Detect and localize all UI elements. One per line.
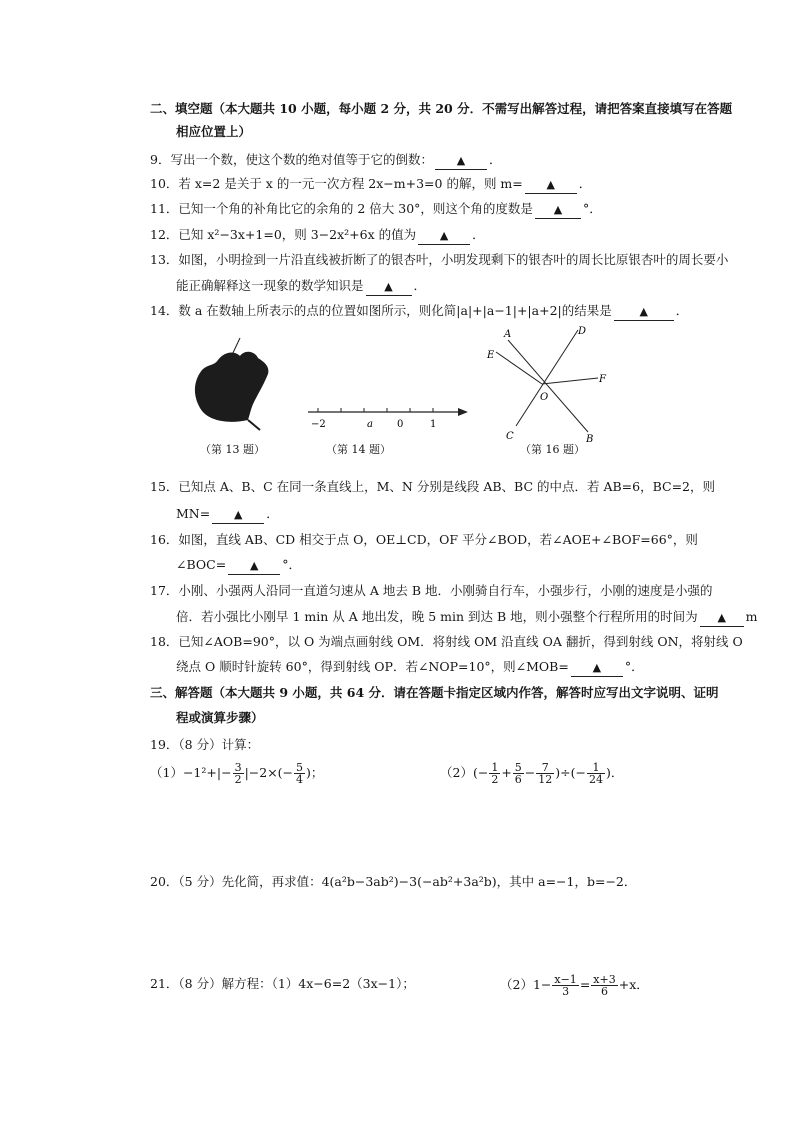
denominator: 24 — [588, 773, 603, 786]
answer-blank — [535, 201, 581, 219]
q18-end: °． — [624, 659, 644, 674]
question-15-cont — [176, 506, 279, 524]
q17-cont-text: 倍．若小强比小刚早 1 min 从 A 地出发，晚 5 min 到达 B 地，则小强整个行程所用的时间为 — [176, 609, 698, 624]
fraction — [536, 762, 554, 785]
figure-13-ginkgo-leaf — [188, 336, 280, 436]
answer-blank — [571, 659, 623, 677]
numerator: 3 — [234, 761, 242, 774]
q19-p2-text: − — [524, 765, 536, 780]
blank-triangle-icon: ▲ — [553, 203, 563, 216]
answer-blank — [700, 609, 744, 627]
answer-blank — [418, 227, 470, 245]
q15-cont-text: MN= — [176, 506, 211, 521]
q17-end: m — [745, 609, 758, 624]
point-label-e: E — [487, 350, 495, 361]
question-17-cont — [176, 609, 758, 627]
question-20: 20．（5 分）先化简，再求值：4(a²b−3ab²)−3(−ab²+3a²b)，其中 a=−1，b=−2． — [150, 874, 637, 889]
q21-p2-text: = — [579, 977, 591, 992]
question-16-cont — [176, 557, 301, 575]
answer-blank — [212, 506, 264, 524]
fraction — [591, 974, 617, 997]
fraction — [587, 762, 605, 785]
q11-text: 11．已知一个角的补角比它的余角的 2 倍大 30°，则这个角的度数是 — [150, 201, 533, 216]
blank-triangle-icon: ▲ — [384, 280, 393, 293]
figure-16-intersecting-lines — [482, 322, 612, 444]
figure-16-caption: （第 16 题） — [520, 443, 585, 456]
denominator: 12 — [538, 773, 553, 786]
question-21: 21．（8 分）解方程：（1）4x−6=2（3x−1）； — [150, 976, 415, 991]
question-14 — [150, 303, 688, 321]
numerator: 1 — [587, 762, 605, 774]
question-19: 19．（8 分）计算： — [150, 737, 260, 752]
q10-text: 10．若 x=2 是关于 x 的一元一次方程 2x−m+3=0 的解，则 m= — [150, 176, 523, 191]
question-12 — [150, 227, 485, 245]
point-label-f: F — [599, 374, 606, 385]
q19-p2-text: )÷(− — [555, 765, 586, 780]
q16-cont-text: ∠BOC= — [176, 557, 227, 572]
numerator: 5 — [296, 761, 304, 774]
numerator: 5 — [514, 761, 522, 774]
question-18: 18．已知∠AOB=90°，以 O 为端点画射线 OM．将射线 OM 沿直线 OA 翻折，得到射线 ON，将射线 O — [150, 634, 743, 649]
question-18-cont — [176, 659, 644, 677]
q10-end: ． — [578, 176, 592, 191]
answer-blank — [366, 278, 412, 296]
q14-end: ． — [675, 303, 689, 318]
blank-triangle-icon: ▲ — [456, 154, 466, 167]
blank-triangle-icon: ▲ — [592, 661, 602, 674]
question-11 — [150, 201, 602, 219]
q19-p2-text: )． — [605, 765, 624, 780]
answer-blank — [614, 303, 674, 321]
q21-part-2 — [500, 970, 649, 1000]
figure-14-number-line — [302, 400, 472, 434]
denominator: 3 — [562, 985, 570, 998]
blank-triangle-icon: ▲ — [639, 305, 648, 318]
point-label-c: C — [506, 431, 514, 442]
point-label-o: O — [540, 392, 549, 403]
denominator: 2 — [491, 773, 499, 786]
q12-text: 12．已知 x²−3x+1=0，则 3−2x²+6x 的值为 — [150, 227, 417, 242]
numberline-label: 1 — [430, 419, 437, 430]
q19-p2-text: （2）(− — [440, 765, 489, 780]
q19-p1-text: （1）−1²+|− — [150, 765, 232, 780]
blank-triangle-icon: ▲ — [717, 611, 726, 624]
q19-part-2 — [440, 760, 623, 786]
numberline-label: a — [367, 419, 373, 430]
figure-13-caption: （第 13 题） — [200, 443, 265, 456]
answer-blank — [435, 152, 487, 170]
question-15: 15．已知点 A、B、C 在同一条直线上，M、N 分别是线段 AB、BC 的中点．若 AB=6，BC=2，则 — [150, 479, 716, 494]
answer-blank — [525, 176, 577, 194]
fraction — [513, 762, 524, 785]
blank-triangle-icon: ▲ — [233, 508, 243, 521]
q19-part-1 — [150, 760, 323, 786]
fraction — [233, 762, 244, 785]
question-16: 16．如图，直线 AB、CD 相交于点 O，OE⊥CD，OF 平分∠BOD，若∠AOE+∠BOF=66°，则 — [150, 532, 698, 547]
point-label-a: A — [504, 329, 512, 340]
point-label-b: B — [586, 434, 594, 444]
section-2-title: 二、填空题（本大题共 10 小题，每小题 2 分，共 20 分．不需写出解答过程，请把答案直接填写在答题 — [150, 101, 733, 116]
q19-p1-text: |−2×(− — [244, 765, 294, 780]
q9-text: 9．写出一个数，使这个数的绝对值等于它的倒数： — [150, 152, 433, 167]
point-label-d: D — [578, 326, 587, 337]
q14-text: 14．数 a 在数轴上所表示的点的位置如图所示，则化简|a|+|a−1|+|a+2|的结果是 — [150, 303, 612, 318]
blank-triangle-icon: ▲ — [439, 229, 449, 242]
question-13-cont — [176, 278, 426, 296]
numberline-label: −2 — [311, 419, 326, 430]
q21-p2-text: +x． — [618, 977, 649, 992]
denominator: 2 — [234, 773, 242, 786]
denominator: 6 — [514, 773, 522, 786]
blank-triangle-icon: ▲ — [249, 559, 259, 572]
question-9 — [150, 152, 501, 170]
question-17: 17．小刚、小强两人沿同一直道匀速从 A 地去 B 地．小刚骑自行车，小强步行，小刚的速度是小强的 — [150, 583, 713, 598]
fraction — [552, 974, 578, 997]
q12-end: ． — [472, 227, 485, 242]
numerator: 7 — [536, 762, 554, 774]
numerator: x+3 — [593, 973, 616, 986]
fraction — [294, 762, 305, 785]
q13-cont-text: 能正确解释这一现象的数学知识是 — [176, 278, 364, 293]
blank-triangle-icon: ▲ — [546, 178, 555, 191]
q13-end: ． — [413, 278, 427, 293]
q11-end: °． — [582, 201, 602, 216]
numberline-label: 0 — [397, 419, 404, 430]
section-3-title-cont: 程或演算步骤） — [176, 710, 264, 725]
q16-end: °． — [282, 557, 301, 572]
q15-end: ． — [266, 506, 279, 521]
fraction — [489, 762, 500, 785]
denominator: 6 — [601, 985, 608, 998]
q21-p2-text: （2）1− — [500, 977, 552, 992]
numerator: 1 — [491, 761, 499, 774]
denominator: 4 — [296, 773, 304, 786]
answer-blank — [228, 557, 280, 575]
q19-p1-text: )； — [306, 765, 324, 780]
q19-p2-text: + — [501, 765, 512, 780]
question-10 — [150, 176, 591, 194]
question-13: 13．如图，小明捡到一片沿直线被折断了的银杏叶，小明发现剩下的银杏叶的周长比原银杏叶的周长要小 — [150, 252, 729, 267]
section-2-title-cont: 相应位置上） — [176, 124, 252, 139]
section-3-title: 三、解答题（本大题共 9 小题，共 64 分．请在答题卡指定区域内作答，解答时应写出文字说明、证明 — [150, 685, 719, 700]
q18-cont-text: 绕点 O 顺时针旋转 60°，得到射线 OP．若∠NOP=10°，则∠MOB= — [176, 659, 569, 674]
numerator: x−1 — [554, 973, 577, 986]
figure-14-caption: （第 14 题） — [326, 443, 391, 456]
q9-end: ． — [488, 152, 502, 167]
